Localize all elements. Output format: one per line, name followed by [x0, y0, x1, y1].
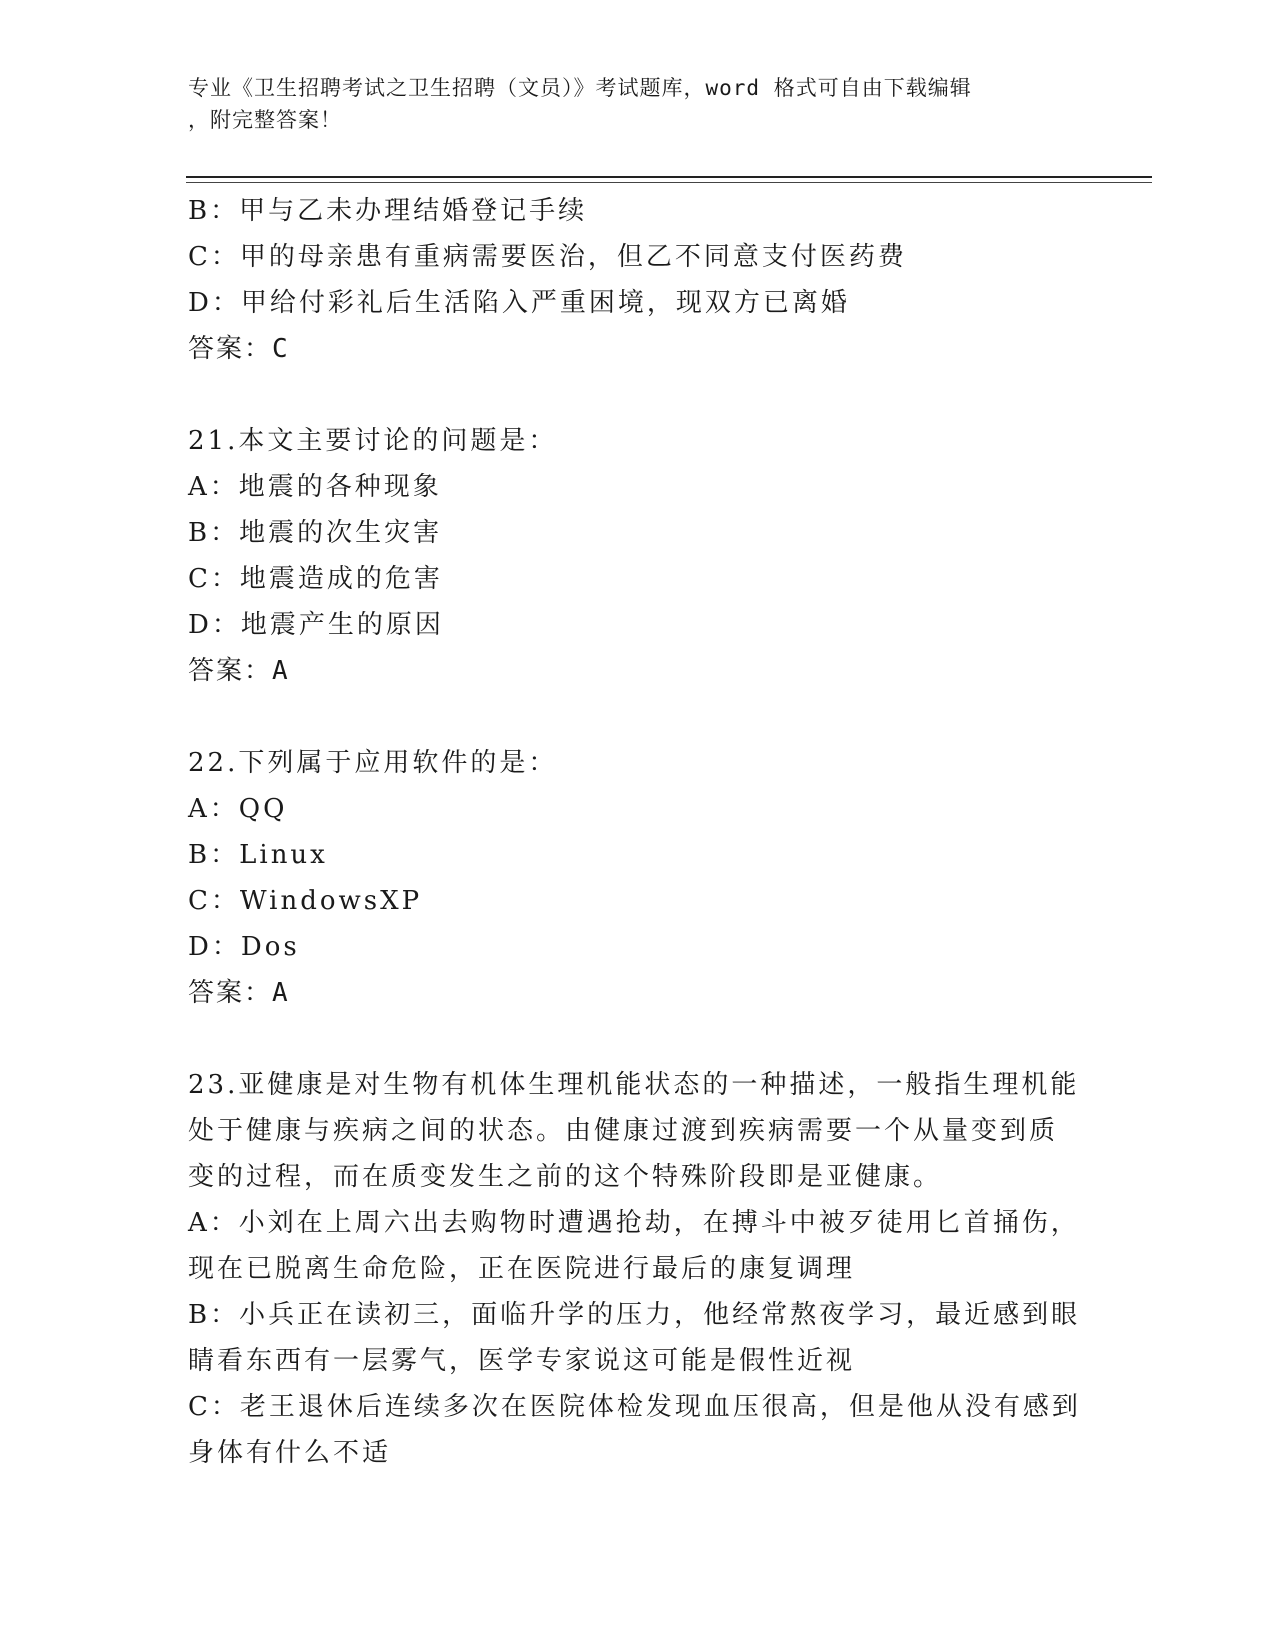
- header-divider-thick: [186, 176, 1152, 178]
- question-22: [188, 740, 1088, 1016]
- answer-value: A: [272, 978, 290, 1008]
- answer-value: A: [272, 656, 290, 686]
- question-stem: 22.下列属于应用软件的是：: [188, 748, 558, 778]
- option-d: D：甲给付彩礼后生活陷入严重困境，现双方已离婚: [188, 288, 850, 318]
- answer-line: [188, 970, 1088, 1016]
- option-c-line: 身体有什么不适: [188, 1438, 392, 1468]
- option-a: A：QQ: [188, 794, 288, 824]
- header-divider-thin: [186, 182, 1152, 183]
- answer-label: 答案：: [188, 334, 273, 364]
- option-d: D：Dos: [188, 932, 300, 962]
- question-stem-line: 23.亚健康是对生物有机体生理机能状态的一种描述，一般指生理机能: [188, 1070, 1080, 1100]
- question-stem-line: 变的过程，而在质变发生之前的这个特殊阶段即是亚健康。: [188, 1162, 943, 1192]
- answer-label: 答案：: [188, 656, 273, 686]
- header-line-2: ，附完整答案！: [188, 108, 342, 132]
- option-b: B：Linux: [188, 840, 328, 870]
- question-list: [188, 188, 1088, 1476]
- option-b: B：甲与乙未办理结婚登记手续: [188, 196, 588, 226]
- option-c: C：WindowsXP: [188, 886, 423, 916]
- question-stem: 21.本文主要讨论的问题是：: [188, 426, 558, 456]
- option-c: C：甲的母亲患有重病需要医治，但乙不同意支付医药费: [188, 242, 907, 272]
- answer-line: [188, 648, 1088, 694]
- header-line-1: 专业《卫生招聘考试之卫生招聘（文员）》考试题库，word 格式可自由下载编辑: [188, 76, 972, 100]
- answer-line: [188, 326, 1088, 372]
- answer-label: 答案：: [188, 978, 273, 1008]
- option-a: A：地震的各种现象: [188, 472, 442, 502]
- option-a-line: A：小刘在上周六出去购物时遭遇抢劫，在搏斗中被歹徒用匕首捅伤，: [188, 1208, 1080, 1238]
- option-a-line: 现在已脱离生命危险，正在医院进行最后的康复调理: [188, 1254, 856, 1284]
- answer-value: C: [272, 334, 290, 364]
- question-stem-line: 处于健康与疾病之间的状态。由健康过渡到疾病需要一个从量变到质: [188, 1116, 1059, 1146]
- question-23: [188, 1062, 1088, 1476]
- question-21: [188, 418, 1088, 694]
- option-b-line: B：小兵正在读初三，面临升学的压力，他经常熬夜学习，最近感到眼: [188, 1300, 1081, 1330]
- option-b-line: 睛看东西有一层雾气，医学专家说这可能是假性近视: [188, 1346, 856, 1376]
- option-c: C：地震造成的危害: [188, 564, 443, 594]
- document-header: [188, 72, 1068, 136]
- option-b: B：地震的次生灾害: [188, 518, 443, 548]
- question-20-continued: [188, 188, 1088, 372]
- option-c-line: C：老王退休后连续多次在医院体检发现血压很高，但是他从没有感到: [188, 1392, 1081, 1422]
- option-d: D：地震产生的原因: [188, 610, 444, 640]
